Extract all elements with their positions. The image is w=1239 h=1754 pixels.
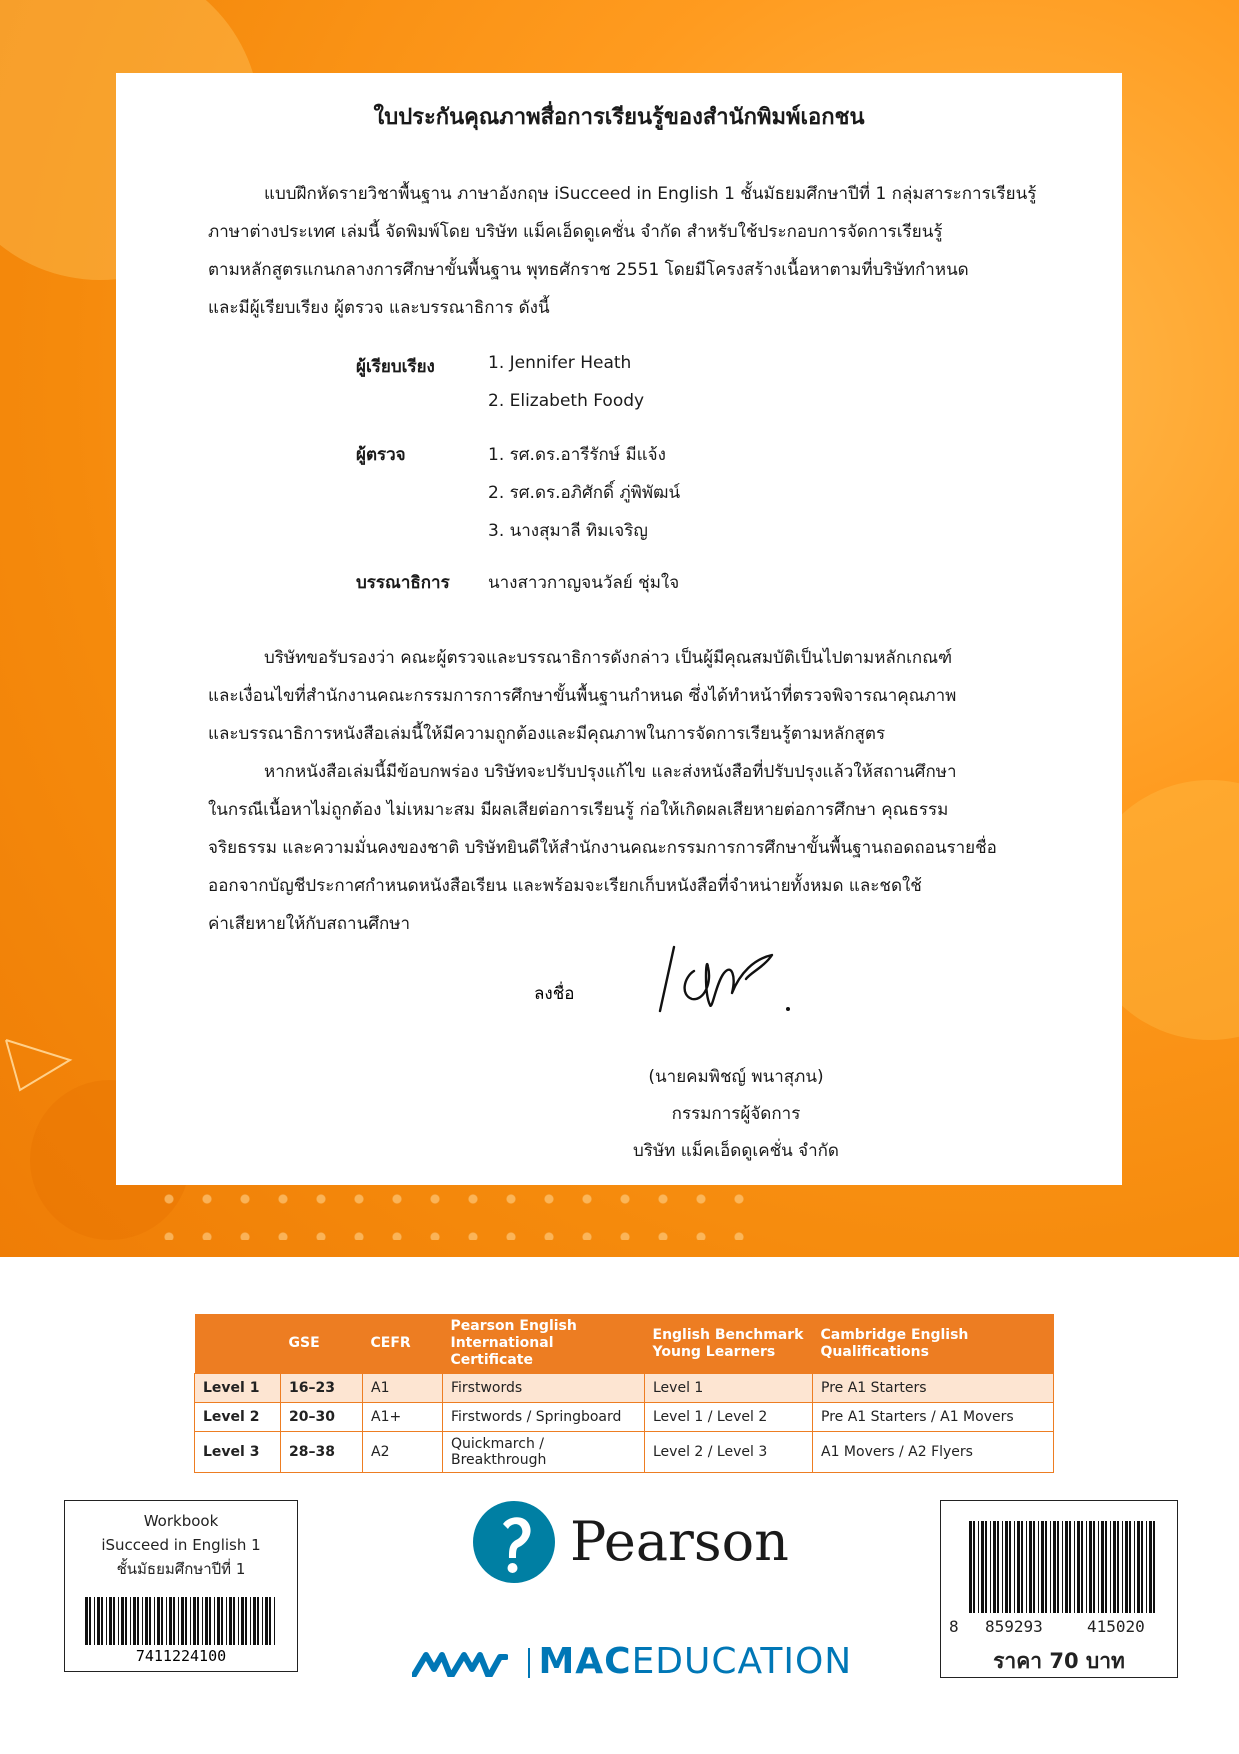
table-cell: Pre A1 Starters / A1 Movers — [813, 1403, 1054, 1432]
paragraph-line: ตามหลักสูตรแกนกลางการศึกษาขั้นพื้นฐาน พุทธศักราช 2551 โดยมีโครงสร้างเนื้อหาตามที่บริษัทกำหนด — [208, 260, 969, 280]
barcode-icon — [967, 1521, 1157, 1613]
barcode-bar — [169, 1597, 172, 1645]
reviewer-name: 1. รศ.ดร.อารีรักษ์ มีแจ้ง — [488, 445, 666, 465]
table-cell: 20–30 — [281, 1403, 363, 1432]
barcode-bar — [209, 1597, 211, 1645]
table-header-cell — [195, 1314, 281, 1374]
barcode-bar — [130, 1597, 131, 1645]
barcode-bar — [1029, 1521, 1032, 1613]
barcode-bar — [1038, 1521, 1039, 1613]
mac-bold-text: MAC — [538, 1641, 632, 1682]
paragraph-line: หากหนังสือเล่มนี้มีข้อบกพร่อง บริษัทจะปรับปรุงแก้ไข และส่งหนังสือที่ปรับปรุงแล้วให้สถานศึกษา — [264, 762, 957, 782]
signer-name: (นายคมพิชญ์ พนาสุภน) — [648, 1067, 824, 1087]
ean-prefix: 8 — [949, 1617, 959, 1636]
barcode-bar — [1074, 1521, 1075, 1613]
handwritten-signature — [646, 933, 816, 1023]
barcode-bar — [166, 1597, 167, 1645]
barcode-bar — [1069, 1521, 1071, 1613]
table-row — [195, 1374, 1054, 1403]
barcode-bar — [142, 1597, 143, 1645]
paragraph-line: ภาษาต่างประเทศ เล่มนี้ จัดพิมพ์โดย บริษัท แม็คเอ็ดดูเคชั่น จำกัด สำหรับใช้ประกอบการจัดการเรียนรู้ — [208, 222, 943, 242]
barcode-bar — [94, 1597, 95, 1645]
barcode-bar — [990, 1521, 991, 1613]
table-cell: Level 2 / Level 3 — [645, 1432, 813, 1473]
table-cell: 28–38 — [281, 1432, 363, 1473]
table-header-cell: GSE — [281, 1314, 363, 1374]
barcode-bar — [1033, 1521, 1035, 1613]
price-label: ราคา 70 บาท — [993, 1649, 1125, 1673]
barcode-bar — [154, 1597, 155, 1645]
barcode-bar — [125, 1597, 127, 1645]
authors-label: ผู้เรียบเรียง — [356, 357, 435, 377]
table-cell: Level 1 — [645, 1374, 813, 1403]
barcode-bar — [1002, 1521, 1003, 1613]
mac-education-logo — [412, 1641, 852, 1682]
barcode-bar — [1122, 1521, 1123, 1613]
barcode-bar — [145, 1597, 148, 1645]
barcode-bar — [106, 1597, 107, 1645]
barcode-bar — [226, 1597, 227, 1645]
reviewer-name: 3. นางสุมาลี ทิมเจริญ — [488, 521, 648, 541]
ean-group-2: 415020 — [1087, 1617, 1145, 1636]
intro-paragraph — [208, 175, 1038, 327]
barcode-bar — [109, 1597, 112, 1645]
workbook-line: ชั้นมัธยมศึกษาปีที่ 1 — [116, 1560, 246, 1578]
table-cell: A2 — [363, 1432, 443, 1473]
barcode-bar — [185, 1597, 187, 1645]
workbook-line: Workbook — [143, 1512, 219, 1530]
quality-certificate — [116, 73, 1122, 1185]
barcode-bar — [190, 1597, 191, 1645]
barcode-bar — [1146, 1521, 1147, 1613]
author-name: 1. Jennifer Heath — [488, 353, 632, 373]
barcode-bar — [997, 1521, 999, 1613]
table-header-cell: CEFR — [363, 1314, 443, 1374]
table-header-cell: Cambridge English Qualifications — [813, 1314, 1054, 1374]
barcode-bar — [113, 1597, 115, 1645]
barcode-bar — [173, 1597, 175, 1645]
page-title: ใบประกันคุณภาพสื่อการเรียนรู้ของสำนักพิมพ์เอกชน — [373, 105, 865, 130]
barcode-bar — [1077, 1521, 1080, 1613]
barcode-bar — [1041, 1521, 1044, 1613]
barcode-bar — [193, 1597, 196, 1645]
barcode-bar — [89, 1597, 91, 1645]
barcode-bar — [233, 1597, 235, 1645]
ean-group-1: 859293 — [985, 1617, 1043, 1636]
barcode-bar — [978, 1521, 979, 1613]
table-cell: Firstwords — [443, 1374, 645, 1403]
correction-paragraph — [208, 753, 1038, 943]
barcode-bar — [137, 1597, 139, 1645]
table-cell: Firstwords / Springboard — [443, 1403, 645, 1432]
barcode-bar — [1050, 1521, 1051, 1613]
certification-paragraph — [208, 639, 1038, 753]
barcode-bar — [985, 1521, 987, 1613]
barcode-bar — [269, 1597, 271, 1645]
mac-education-text: EDUCATION — [631, 1641, 853, 1682]
background-dots — [150, 1180, 750, 1240]
table-cell: Level 1 / Level 2 — [645, 1403, 813, 1432]
barcode-bar — [1134, 1521, 1135, 1613]
barcode-number: 7411224100 — [135, 1647, 227, 1665]
barcode-bar — [1089, 1521, 1092, 1613]
barcode-bar — [205, 1597, 208, 1645]
barcode-bar — [1081, 1521, 1083, 1613]
barcode-bar — [181, 1597, 184, 1645]
barcode-bar — [250, 1597, 251, 1645]
table-cell: A1 Movers / A2 Flyers — [813, 1432, 1054, 1473]
barcode-bar — [253, 1597, 256, 1645]
barcode-bar — [1053, 1521, 1056, 1613]
table-cell: Pre A1 Starters — [813, 1374, 1054, 1403]
table-header-row — [195, 1314, 1054, 1374]
barcode-bar — [1098, 1521, 1099, 1613]
barcode-bar — [133, 1597, 136, 1645]
barcode-bar — [161, 1597, 163, 1645]
signer-company: บริษัท แม็คเอ็ดดูเคชั่น จำกัด — [633, 1141, 839, 1161]
barcode-bar — [1125, 1521, 1128, 1613]
paragraph-line: ในกรณีเนื้อหาไม่ถูกต้อง ไม่เหมาะสม มีผลเสียต่อการเรียนรู้ ก่อให้เกิดผลเสียหายต่อการศึกษา คุณธรรม — [208, 800, 949, 820]
barcode-bar — [1137, 1521, 1140, 1613]
barcode-bar — [101, 1597, 103, 1645]
barcode-bar — [97, 1597, 100, 1645]
barcode-bar — [217, 1597, 220, 1645]
barcode-bar — [1129, 1521, 1131, 1613]
paper-plane-icon — [0, 1020, 120, 1140]
barcode-icon — [83, 1597, 279, 1645]
table-cell: 16–23 — [281, 1374, 363, 1403]
barcode-bar — [262, 1597, 263, 1645]
workbook-label-box — [64, 1500, 298, 1672]
barcode-bar — [1009, 1521, 1011, 1613]
barcode-bar — [981, 1521, 984, 1613]
barcode-bar — [118, 1597, 119, 1645]
logo-divider — [528, 1648, 530, 1678]
paragraph-line: บริษัทขอรับรองว่า คณะผู้ตรวจและบรรณาธิการดังกล่าว เป็นผู้มีคุณสมบัติเป็นไปตามหลักเกณฑ์ — [264, 648, 953, 668]
barcode-bar — [1117, 1521, 1119, 1613]
signer-position: กรรมการผู้จัดการ — [671, 1104, 801, 1124]
barcode-bar — [1149, 1521, 1152, 1613]
author-name: 2. Elizabeth Foody — [488, 391, 645, 411]
table-cell: Level 3 — [195, 1432, 281, 1473]
barcode-bar — [1101, 1521, 1104, 1613]
paragraph-line: จริยธรรม และความมั่นคงของชาติ บริษัทยินดีให้สำนักงานคณะกรรมการการศึกษาขั้นพื้นฐานถอดถอนรายชื่อ — [208, 838, 997, 858]
table-cell: A1 — [363, 1374, 443, 1403]
barcode-bar — [238, 1597, 239, 1645]
barcode-bar — [1017, 1521, 1020, 1613]
barcode-bar — [1113, 1521, 1116, 1613]
barcode-bar — [1026, 1521, 1027, 1613]
paragraph-line: ออกจากบัญชีประกาศกำหนดหนังสือเรียน และพร้อมจะเรียกเก็บหนังสือที่จำหน่ายทั้งหมด และชดใช้ — [208, 876, 922, 896]
workbook-line: iSucceed in English 1 — [101, 1536, 261, 1554]
barcode-bar — [1086, 1521, 1087, 1613]
barcode-bar — [85, 1597, 88, 1645]
pearson-logo — [472, 1500, 789, 1588]
mac-logo-icon — [412, 1649, 508, 1677]
table-row — [195, 1403, 1054, 1432]
editor-label: บรรณาธิการ — [356, 573, 450, 593]
pearson-p-icon — [472, 1500, 556, 1584]
barcode-bar — [265, 1597, 268, 1645]
barcode-bar — [1014, 1521, 1015, 1613]
barcode-bar — [257, 1597, 259, 1645]
barcode-bar — [1105, 1521, 1107, 1613]
barcode-bar — [1153, 1521, 1155, 1613]
barcode-bar — [245, 1597, 247, 1645]
barcode-bar — [1021, 1521, 1023, 1613]
level-comparison-table — [194, 1314, 1054, 1473]
table-row — [195, 1432, 1054, 1473]
paragraph-line: แบบฝึกหัดรายวิชาพื้นฐาน ภาษาอังกฤษ iSucceed in English 1 ชั้นมัธยมศึกษาปีที่ 1 กลุ่มสาระการเรียนรู้ — [264, 184, 1037, 204]
reviewers-label: ผู้ตรวจ — [356, 445, 406, 465]
paragraph-line: และเงื่อนไขที่สำนักงานคณะกรรมการการศึกษาขั้นพื้นฐานกำหนด ซึ่งได้ทำหน้าที่ตรวจพิจารณาคุณภาพ — [208, 686, 957, 706]
sign-label: ลงชื่อ — [534, 984, 575, 1004]
table-cell: Quickmarch / Breakthrough — [443, 1432, 645, 1473]
paragraph-line: และบรรณาธิการหนังสือเล่มนี้ให้มีความถูกต้องและมีคุณภาพในการจัดการเรียนรู้ตามหลักสูตร — [208, 724, 886, 744]
barcode-bar — [1045, 1521, 1047, 1613]
table-cell: Level 2 — [195, 1403, 281, 1432]
barcode-bar — [993, 1521, 996, 1613]
barcode-bar — [1110, 1521, 1111, 1613]
barcode-bar — [969, 1521, 972, 1613]
barcode-bar — [214, 1597, 215, 1645]
barcode-bar — [1065, 1521, 1068, 1613]
barcode-bar — [1057, 1521, 1059, 1613]
barcode-bar — [973, 1521, 975, 1613]
barcode-bar — [1062, 1521, 1063, 1613]
table-cell: Level 1 — [195, 1374, 281, 1403]
barcode-bar — [197, 1597, 199, 1645]
barcode-bar — [121, 1597, 124, 1645]
table-cell: A1+ — [363, 1403, 443, 1432]
workbook-label — [65, 1509, 297, 1581]
barcode-bar — [229, 1597, 232, 1645]
barcode-bar — [1093, 1521, 1095, 1613]
paragraph-line: ค่าเสียหายให้กับสถานศึกษา — [208, 914, 411, 934]
table-header-cell: Pearson English International Certificate — [443, 1314, 645, 1374]
table-header-cell: English Benchmark Young Learners — [645, 1314, 813, 1374]
barcode-bar — [157, 1597, 160, 1645]
price-box — [940, 1500, 1178, 1678]
barcode-bar — [178, 1597, 179, 1645]
pearson-wordmark: Pearson — [570, 1510, 789, 1573]
barcode-bar — [202, 1597, 203, 1645]
paragraph-line: และมีผู้เรียบเรียง ผู้ตรวจ และบรรณาธิการ ดังนี้ — [208, 298, 550, 318]
barcode-bar — [1005, 1521, 1008, 1613]
barcode-bar — [274, 1597, 275, 1645]
barcode-bar — [1141, 1521, 1143, 1613]
barcode-bar — [241, 1597, 244, 1645]
editor-name: นางสาวกาญจนวัลย์ ชุ่มใจ — [488, 573, 680, 593]
reviewer-name: 2. รศ.ดร.อภิศักดิ์ ภู่พิพัฒน์ — [488, 483, 681, 503]
barcode-bar — [149, 1597, 151, 1645]
barcode-bar — [221, 1597, 223, 1645]
